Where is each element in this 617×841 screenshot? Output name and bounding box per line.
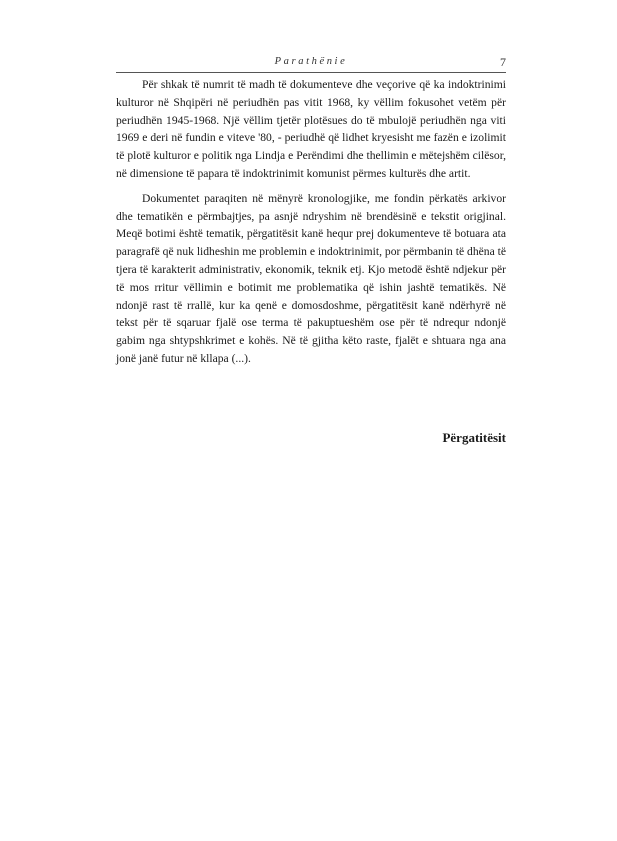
page-number: 7 bbox=[500, 55, 506, 69]
running-header bbox=[116, 56, 506, 72]
paragraph-1: Për shkak të numrit të madh të dokumenteve dhe veçorive që ka indoktrinimi kulturor në Shqipëri në periudhën pas vitit 1968, ky vëllim fokusohet vetëm për periudhën 1945-1968. Një vëllim tjetër plotësues do të mbulojë periudhën nga viti 1969 e deri në fundin e viteve '80, - periudhë që lidhet kryesisht me fazën e izolimit të plotë kulturor e politik nga Lindja e Perëndimi dhe thellimin e mëtejshëm cilësor, në dimensione të papara të indoktrinimit komunist përmes kulturës dhe artit. bbox=[116, 78, 506, 180]
running-title: Parathënie bbox=[274, 56, 348, 67]
body-text bbox=[116, 76, 506, 375]
paragraph-2: Dokumentet paraqiten në mënyrë kronologjike, me fondin përkatës arkivor dhe tematikën e përmbajtjes, pa asnjë ndryshim në brendësinë e tekstit origjinal. Meqë botimi është tematik, përgatitësit kanë hequr prej dokumenteve të botuara ata paragrafë që nuk lidheshin me problemin e indoktrinimit, por përmbanin të dhëna të tjera të karakterit administrativ, ekonomik, teknik etj. Kjo metodë është ndjekur për të mos rritur vëllimin e botimit me problematika që ishin jashtë tematikës. Në ndonjë rast të rrallë, kur ka qenë e domosdoshme, përgatitësit kanë ndërhyrë në tekst për të sqaruar fjalë ose terma të pakuptueshëm ose për të ndrequr ndonjë gabim nga shtypshkrimet e kohës. Në të gjitha këto raste, fjalët e shtuara nga ana jonë janë futur në kllapa (...). bbox=[116, 191, 506, 365]
signature: Përgatitësit bbox=[442, 430, 506, 445]
header-rule bbox=[116, 72, 506, 73]
